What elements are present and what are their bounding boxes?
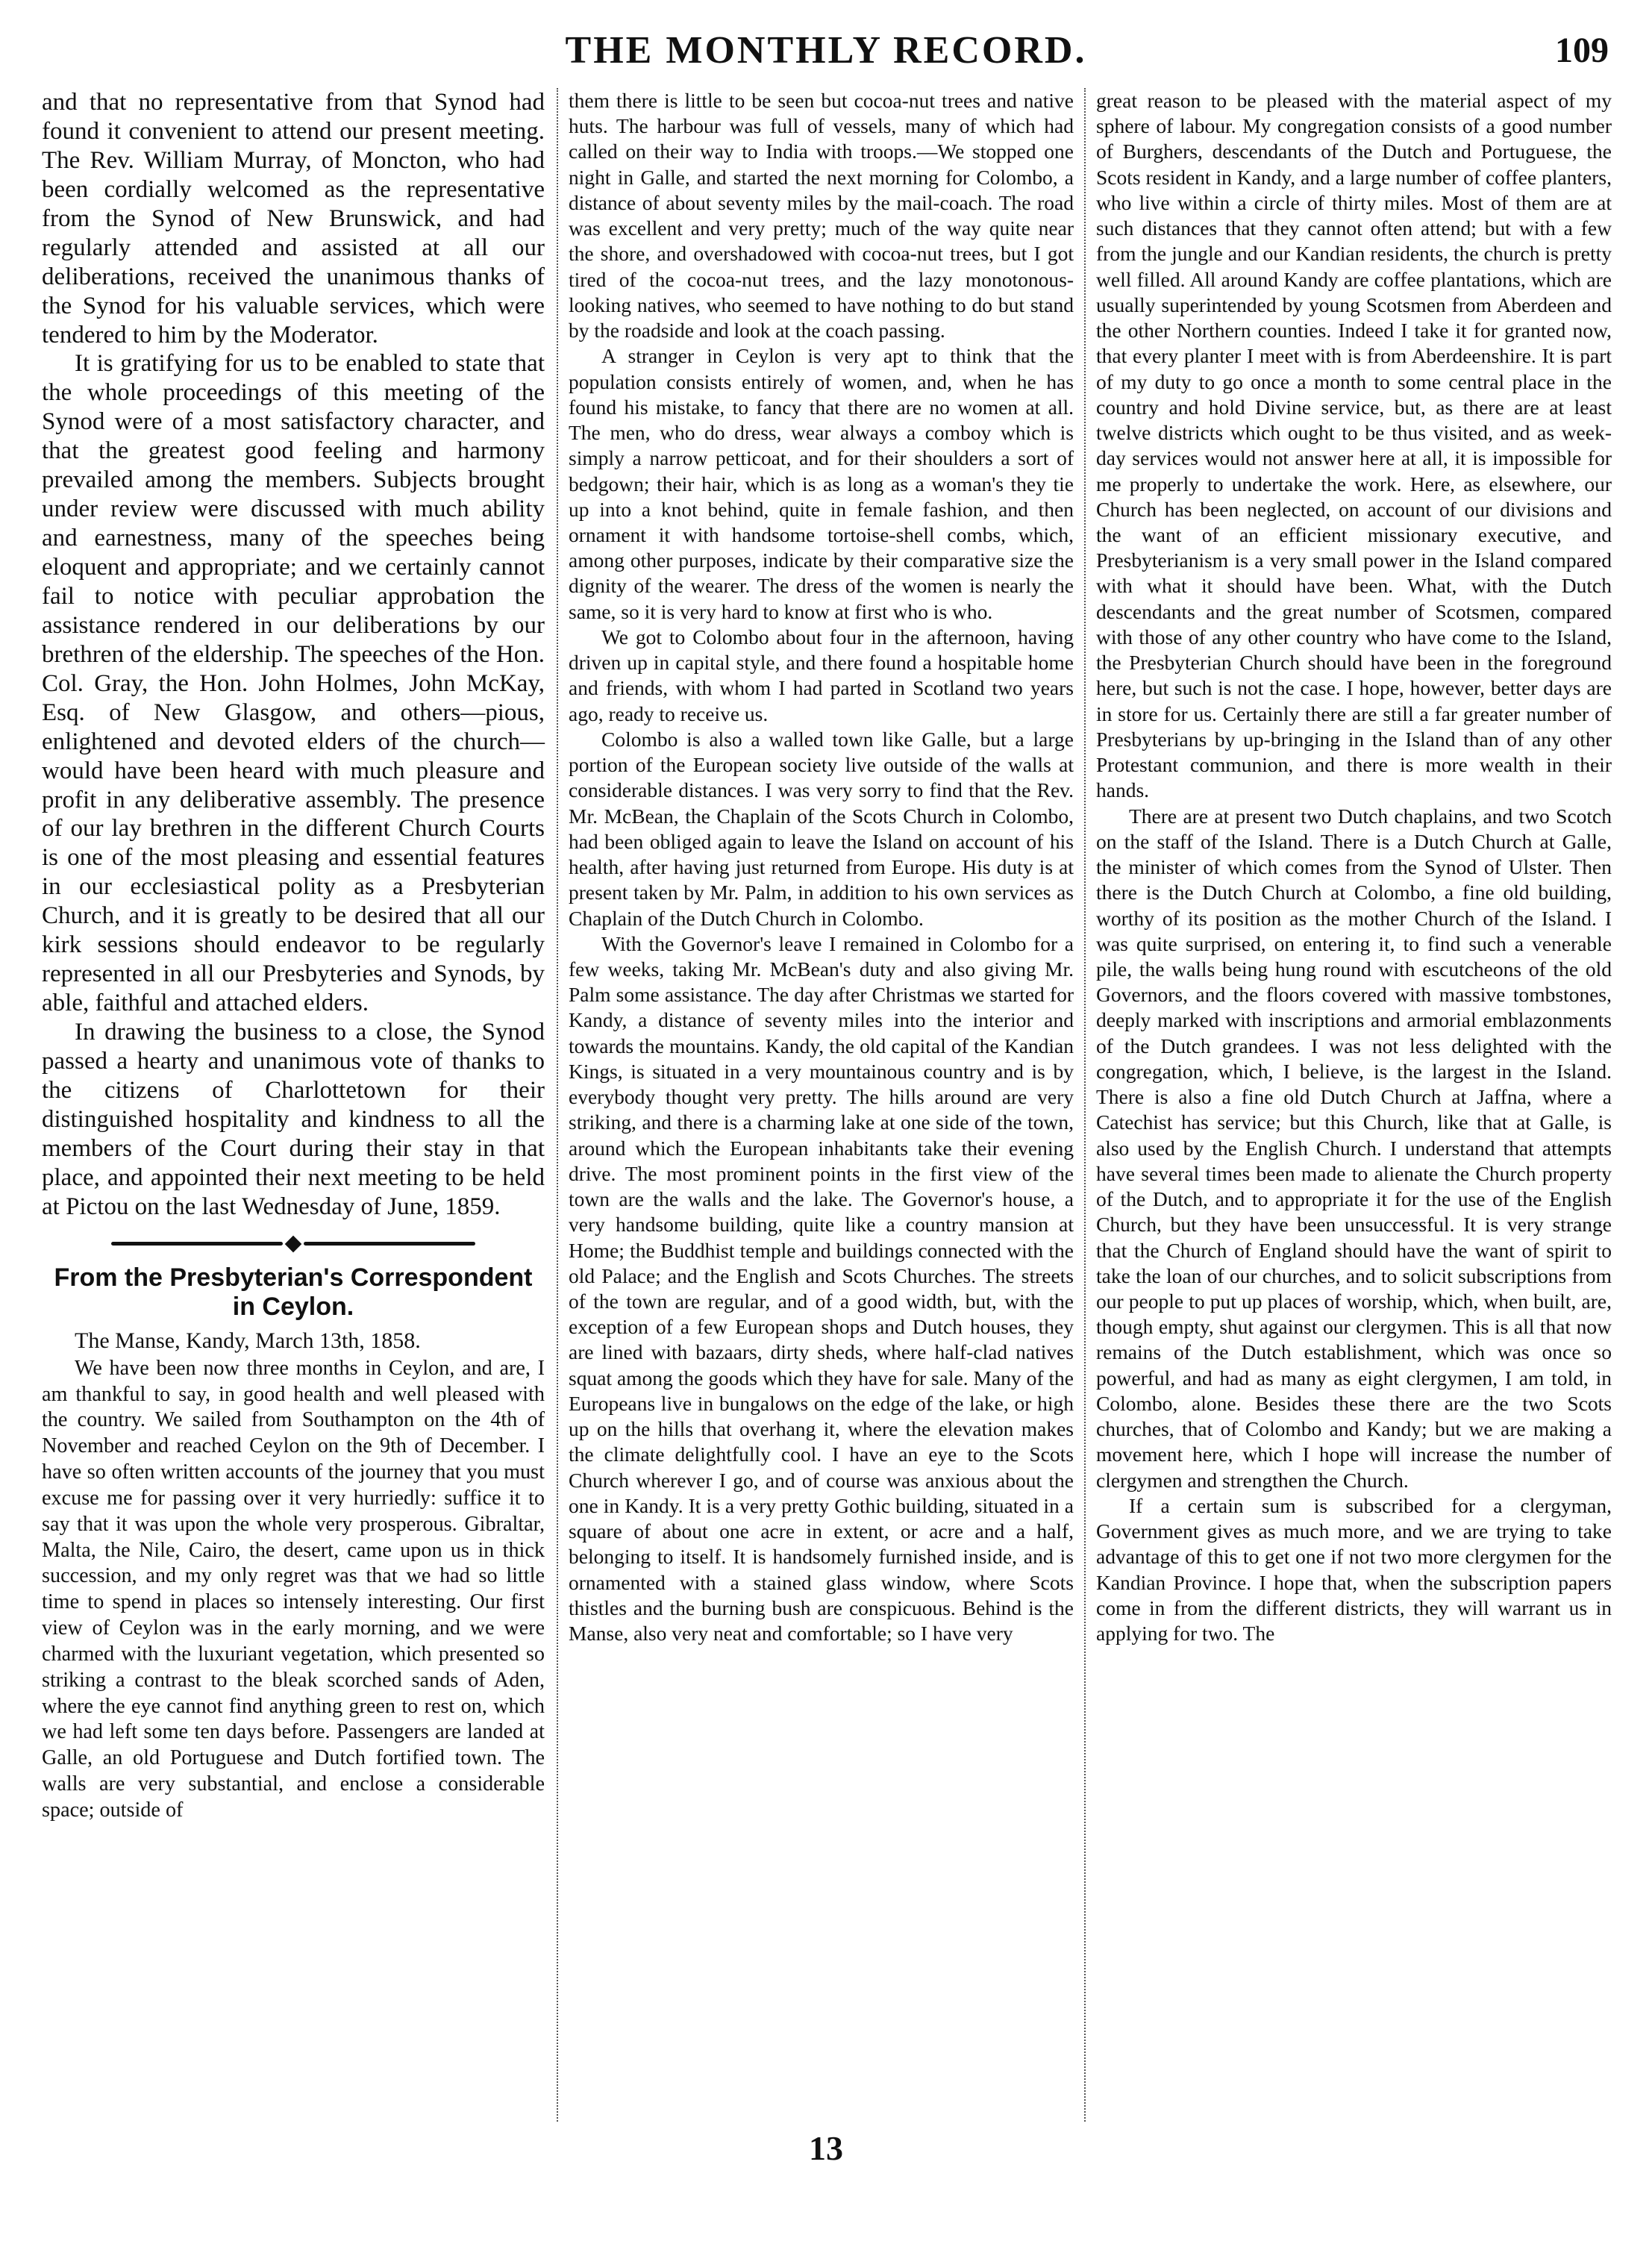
paragraph: A stranger in Ceylon is very apt to think that the population consists entirely of women, and, when he has found his mistake, to fancy that there are no women at all. The men, who do dress, wear always a comboy which is simply a narrow petticoat, and for their shoulders a sort of bedgown; their hair, which is as long as a woman's they tie up into a knot behind, quite in female fashion, and then ornament it with handsome tortoise-shell combs, which, among other purposes, indicate by their comparative size the dignity of the wearer. The dress of the women is nearly the same, so it is very hard to know at first who is who. — [569, 344, 1074, 623]
column-2 — [557, 88, 1084, 2122]
signature-mark: 13 — [809, 2129, 843, 2167]
paragraph: It is gratifying for us to be enabled to state that the whole proceedings of this meeting of the Synod were of a most satisfactory character, and that the greatest good feeling and harmony prevailed among the members. Subjects brought under review were discussed with much ability and earnestness, many of the speeches being eloquent and appropriate; and we certainly cannot fail to notice with peculiar approbation the assistance rendered in our deliberations by our brethren of the eldership. The speeches of the Hon. Col. Gray, the Hon. John Holmes, John McKay, Esq. of New Glasgow, and others—pious, enlightened and devoted elders of the church—would have been heard with much pleasure and profit in any deliberative assembly. The presence of our lay brethren in the different Church Courts is one of the most pleasing and essential features in our ecclesiastical polity as a Presbyterian Church, and it is greatly to be desired that all our kirk sessions should endeavor to be regularly represented in all our Presbyteries and Synods, by able, faithful and attached elders. — [42, 350, 545, 1017]
paragraph: Colombo is also a walled town like Galle, but a large portion of the European society live outside of the walls at considerable distances. I was very sorry to find that the Rev. Mr. McBean, the Chaplain of the Scots Church in Colombo, had been obliged again to leave the Island on account of his health, after having just returned from Europe. His duty is at present taken by Mr. Palm, in addition to his own services as Chaplain of the Dutch Church in Colombo. — [569, 727, 1074, 930]
paragraph: In drawing the business to a close, the Synod passed a hearty and unanimous vote of thanks to the citizens of Charlottetown for their distinguished hospitality and kindness to all the members of the Court during their stay in that place, and appointed their next meeting to be held at Pictou on the last Wednesday of June, 1859. — [42, 1019, 545, 1220]
ornament-rule — [304, 1242, 475, 1246]
paragraph: We got to Colombo about four in the afternoon, having driven up in capital style, and there found a hospitable home and friends, with whom I had parted in Scotland two years ago, ready to receive us. — [569, 625, 1074, 725]
paragraph: and that no representative from that Synod had found it convenient to attend our present meeting. The Rev. William Murray, of Moncton, who had been cordially welcomed as the representative from the Synod of New Brunswick, and had regularly attended and assisted at all our deliberations, received the unanimous thanks of the Synod for his valuable services, which were tendered to him by the Moderator. — [42, 89, 545, 349]
section-divider-ornament — [42, 1229, 545, 1259]
paragraph: great reason to be pleased with the material aspect of my sphere of labour. My congregation consists of a good number of Burghers, descendants of the Dutch and Portuguese, the Scots resident in Kandy, and a large number of coffee planters, who live within a circle of thirty miles. Most of them are at such distances that they cannot often attend; but with a few from the jungle and our Kandian residents, the church is pretty well filled. All around Kandy are coffee plantations, which are usually superintended by young Scotsmen from Aberdeen and the other Northern counties. Indeed I take it for granted now, that every planter I meet with is from Aberdeenshire. It is part of my duty to go once a month to some central place in the country and hold Divine service, but, as there are at least twelve districts which ought to be thus visited, and as week-day services would not answer here at all, it is impossible for me properly to undertake the work. Here, as elsewhere, our Church has been neglected, on account of our divisions and the want of an efficient missionary executive, and Presbyterianism is a very small power in the Island compared with what it should have been. What, with the Dutch descendants and the great number of Scotsmen, compared with those of any other country who have come to the Island, the Presbyterian Church should have been in the foreground here, but such is not the case. I hope, however, better days are in store for us. Certainly there are still a far greater number of Presbyterians by up-bringing in the Island than of any other Protestant communion, and there is more wealth in their hands. — [1096, 89, 1612, 802]
page-header — [0, 22, 1652, 75]
column-3 — [1084, 88, 1612, 2122]
paragraph: If a certain sum is subscribed for a clergyman, Government gives as much more, and we are trying to take advantage of this to get one if not two more clergymen for the Kandian Province. I hope that, when the subscription papers come in from the different districts, they will warrant us in applying for two. The — [1096, 1493, 1612, 1646]
dateline: The Manse, Kandy, March 13th, 1858. — [75, 1328, 421, 1353]
column-1 — [42, 88, 557, 2122]
page-number: 109 — [1555, 31, 1609, 70]
running-title: THE MONTHLY RECORD. — [565, 29, 1087, 72]
paragraph: We have been now three months in Ceylon, and are, I am thankful to say, in good health and well pleased with the country. We sailed from Southampton on the 4th of November and reached Ceylon on the 9th of December. I have so often written accounts of the journey that you must excuse me for passing over it very hurriedly: suffice it to say that it was upon the whole very prosperous. Gibraltar, Malta, the Nile, Cairo, the desert, came upon us in thick succession, and my only regret was that we had so little time to spend in places so intensely interesting. Our first view of Ceylon was in the early morning, and we were charmed with the luxuriant vegetation, which presented so striking a contrast to the bleak scorched sands of Aden, where the eye cannot find anything green to rest on, which we had left some ten days before. Passengers are landed at Galle, an old Portuguese and Dutch fortified town. The walls are very substantial, and enclose a considerable space; outside of — [42, 1356, 545, 1822]
text-columns — [42, 88, 1612, 2122]
paragraph: There are at present two Dutch chaplains, and two Scotch on the staff of the Island. There is a Dutch Church at Galle, the minister of which comes from the Synod of Ulster. Then there is the Dutch Church at Colombo, a fine old building, worthy of its position as the mother Church of the Island. I was quite surprised, on entering it, to find such a venerable pile, the walls being hung round with escutcheons of the old Governors, and the floors covered with massive tombstones, deeply marked with inscriptions and armorial emblazonments of the Dutch grandees. I was not less delighted with the congregation, which, I believe, is the largest in the Island. There is also a fine old Dutch Church at Jaffna, where a Catechist has service; but this Church, like that at Galle, is also used by the English Church. I understand that attempts have several times been made to alienate the Church property of the Dutch, and to appropriate it for the use of the English Church, but they have been unsuccessful. It is very strange that the Church of England should have the want of spirit to take the loan of our churches, and to solicit subscriptions from our people to put up places of worship, which, when built, are, though empty, shut against our clergymen. This is all that now remains of the Dutch establishment, which was once so powerful, and had as many as eight clergymen, I am told, in Colombo, alone. Besides these there are the two Scots churches, that of Colombo and Kandy; but we are making a movement here, which I hope will increase the number of clergymen and strengthen the Church. — [1096, 804, 1612, 1492]
section-heading: From the Presbyterian's Correspondent in Ceylon. — [54, 1263, 533, 1321]
ornament-diamond — [285, 1235, 302, 1252]
paragraph: them there is little to be seen but cocoa-nut trees and native huts. The harbour was full of vessels, many of which had called on their way to India with troops.—We stopped one night in Galle, and started the next morning for Colombo, a distance of about seventy miles by the mail-coach. The road was excellent and very pretty; much of the way quite near the shore, and overshadowed with cocoa-nut trees, but I got tired of the cocoa-nut trees, and the lazy monotonous-looking natives, who seemed to have nothing to do but stand by the roadside and look at the coach passing. — [569, 89, 1074, 343]
ornament-rule — [111, 1242, 283, 1246]
paragraph: With the Governor's leave I remained in Colombo for a few weeks, taking Mr. McBean's duty and also giving Mr. Palm some assistance. The day after Christmas we started for Kandy, a distance of seventy miles into the interior and towards the mountains. Kandy, the old capital of the Kandian Kings, is situated in a very mountainous country and is by everybody thought very pretty. The hills around are very striking, and there is a charming lake at one side of the town, around which the European inhabitants take their evening drive. The most prominent points in the first view of the town are the walls and the lake. The Governor's house, a very handsome building, quite like a country mansion at Home; the Buddhist temple and buildings connected with the old Palace; and the English and Scots Churches. The streets of the town are regular, and of a good width, but, with the exception of a few European shops and Dutch houses, they are lined with bazaars, dirty sheds, where half-clad natives squat among the goods which they have for sale. Many of the Europeans live in bungalows on the edge of the lake, or high up on the hills that overhang it, where the elevation makes the climate delightfully cool. I have an eye to the Scots Church wherever I go, and of course was anxious about the one in Kandy. It is a very pretty Gothic building, situated in a square of about one acre in extent, or acre and a half, belonging to itself. It is handsomely furnished inside, and is ornamented with a stained glass window, where Scots thistles and the burning bush are conspicuous. Behind is the Manse, also very neat and comfortable; so I have very — [569, 931, 1074, 1646]
